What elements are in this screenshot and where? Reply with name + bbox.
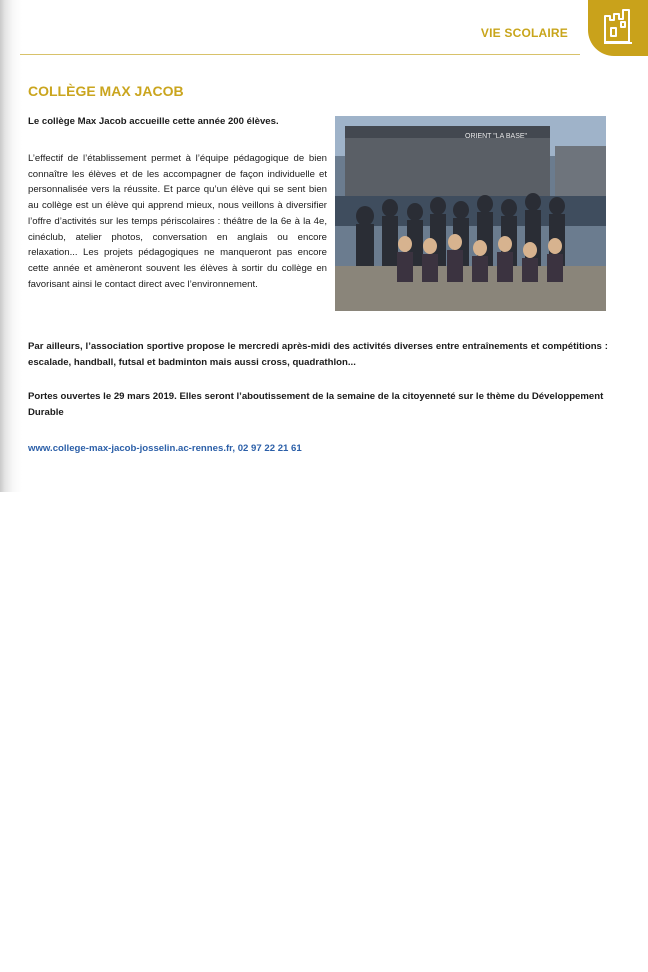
article-paragraph-3: Portes ouvertes le 29 mars 2019. Elles seront l’aboutissement de la semaine de la citoyenneté sur le thème du Développement Durable bbox=[28, 391, 604, 418]
article-paragraph-2: Par ailleurs, l’association sportive propose le mercredi après-midi des activités diverses entre entraînements et compétitions : escalade, handball, futsal et badminton mais aussi cross, quadrathlon... bbox=[28, 341, 608, 368]
article-title: COLLÈGE MAX JACOB bbox=[28, 83, 184, 99]
contact-link[interactable]: www.college-max-jacob-josselin.ac-rennes.fr, 02 97 22 21 61 bbox=[28, 443, 302, 454]
article-intro: Le collège Max Jacob accueille cette année 200 élèves. bbox=[28, 116, 279, 127]
article-paragraph-1: L’effectif de l’établissement permet à l’équipe pédagogique de bien connaître les élèves et de les accompagner de façon individuelle et personnalisée vers la réussite. Et parce qu’un élève qui se sent bien au collège est un élève qui apprend mieux, nous veillons à diversifier l’offre d’activités sur les temps périscolaires : théâtre de la 6e à la 4e, cinéclub, atelier photos, conversation en anglais ou encore relaxation... Les projets pédagogiques ne manqueront pas encore cette année et amèneront souvent les élèves à sortir du collège en favorisant ainsi le contact direct avec l’environnement. bbox=[28, 153, 327, 290]
group-photo bbox=[335, 116, 606, 311]
section-label: VIE SCOLAIRE bbox=[480, 26, 568, 40]
castle-icon bbox=[601, 6, 635, 46]
section-badge bbox=[588, 0, 648, 56]
header-rule bbox=[20, 54, 580, 55]
photo-sign: ORIENT "LA BASE" bbox=[465, 133, 528, 140]
